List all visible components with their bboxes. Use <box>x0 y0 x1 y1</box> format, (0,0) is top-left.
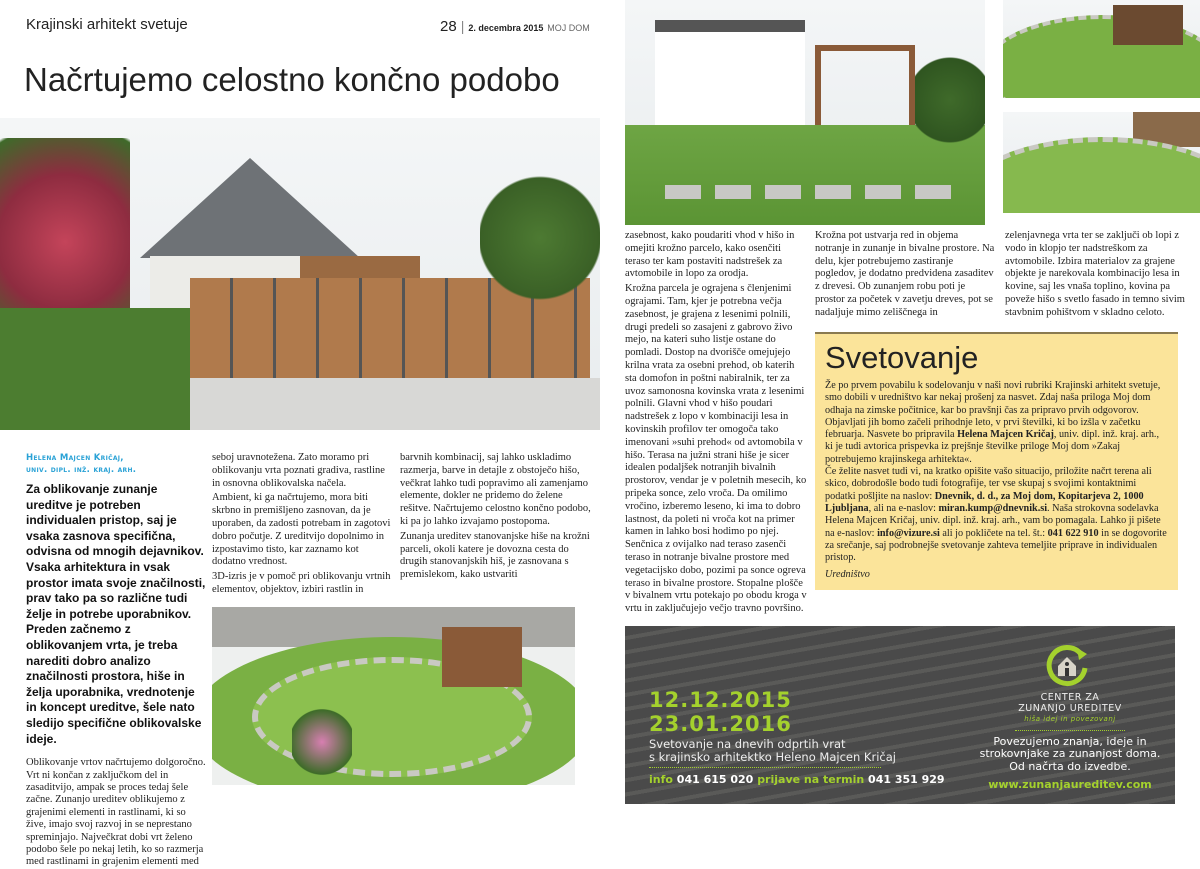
body-column-3 <box>400 452 592 599</box>
slogan-line-1: Povezujemo znanja, ideje in <box>993 734 1147 748</box>
signup-phone: 041 351 929 <box>868 772 945 786</box>
paragraph: 3D-izris je v pomoč pri oblikovanju vrtnih elementov, objektov, izbiri rastlin in <box>212 571 391 595</box>
event-line-1: Svetovanje na dnevih odprtih vrat <box>649 736 846 751</box>
advice-paragraph-2 <box>825 466 1168 564</box>
garden-circle-render-image <box>1003 0 1200 98</box>
body-column-5: Krožna pot ustvarja red in objema notranje in zunanje in bivalne prostore. Na delu, kjer potrebujemo zastiranje pogledov, je dodatno predvidena zasaditev z drevesi. Ob zunanjem robu poti je prostor za početek v zavetju dreves, pot se nadaljuje mimo zeliščnega in <box>815 230 995 318</box>
contact-line <box>649 773 945 786</box>
email-link[interactable]: info@vizure.si <box>877 527 940 539</box>
text: Če želite nasvet tudi vi, na kratko opišite vašo situacijo, priložite načrt terena ali skico, dobrodošle bodo tudi fotografije, ter vse skupaj s svojimi kontaktnimi podatki pošljite na naslov: <box>825 466 1152 502</box>
info-phone: 041 615 020 <box>676 772 754 786</box>
email-link[interactable]: miran.kump@dnevnik.si <box>938 502 1048 514</box>
garden-path-render-image <box>1003 112 1200 213</box>
paragraph: Zunanja ureditev stanovanjske hiše na krožni parceli, okoli katere je dovozna cesta do drugih stanovanjskih hiš, je zasnovana s premislekom, kako ustvariti <box>400 530 590 581</box>
section-kicker: Krajinski arhitekt svetuje <box>26 16 188 33</box>
text: , ali na e-naslov: <box>868 502 939 514</box>
issue-date: 2. decembra 2015 <box>468 23 544 33</box>
recycle-house-logo-icon <box>1045 644 1089 688</box>
author-title: univ. dipl. inž. kraj. arh. <box>26 465 137 475</box>
slogan-line-2: strokovnjake za zunanjost doma. <box>979 747 1161 761</box>
text: . Naša strokovna sodelavka Helena Majcen Kričaj, univ. dipl. inž. kraj. arh., vam bo pomagala. Lahko ji pišete na e-naslov: <box>825 502 1161 539</box>
divider <box>649 767 881 768</box>
magazine-name: MOJ DOM <box>547 23 590 33</box>
logo-line-1: CENTER ZA <box>1040 691 1100 703</box>
website-link[interactable]: www.zunanjaureditev.com <box>988 777 1152 791</box>
signup-label: prijave na termin <box>757 772 865 786</box>
folio <box>440 18 590 35</box>
phone-number: 041 622 910 <box>1047 527 1099 539</box>
text: Že po prvem povabilu k sodelovanju v naši novi rubriki Krajinski arhitekt svetuje, smo dobili v uredništvo kar nekaj prošenj za nasvet. Zdaj naša priloga Moj dom odhaja na zimske počitnice, kar bo pravšnji čas za pripravo prvih odgovorov. Objavljati jih bomo začeli prihodnje leto, v prvi številki, ki bo izšla v začetku februarja. Nasvete bo pripravila <box>825 380 1161 441</box>
paragraph: Krožna parcela je ograjena s členjenimi ograjami. Tam, kjer je potrebna večja zasebnost, je grajena z lesenimi polnili, drugi predeli so zasajeni z gabrovo živo mejo, na kateri suho listje ostane do pomladi. Dostop na dvorišče omejujejo krilna vrata za osebni prehod, ob katerih sta domofon in poštni nabiralnik, ter za uvoz samonosna kovinska vrata z lesenimi polnili. Glavni vhod v hišo poudari nadstrešek z lopo v kombinaciji lesa in kovinskih profilov ter omogoča tako imenovani »suhi prehod« od avtomobila v hišo. Terasa na južni strani hiše je sicer idealen podaljšek notranjih bivalnih prostorov, vendar je v poletnih mesecih, ko pripeka sonce, zelo vroča. Da omilimo vročino, izberemo leseno, ki ima to dobro lastnost, da poleti ni vroča kot na primer kamen in lahko bosi hodimo po njej. Senčnica z ovijalko nad teraso zasenči teraso in notranje bivalne prostore med vegetacijsko dobo, pozimi pa sonce ogreva teraso in bivalne prostore. Stopalne plošče v bivalnem vrtu potekajo po obodu kroga v vrtu in zaključujejo večjo travno površino. <box>625 283 807 615</box>
body-column-6: zelenjavnega vrta ter se zaključi ob lopi z vodo in klopjo ter nadstreškom za avtomobile. Izbira materialov za grajene objekte je narekovala kombinacijo lesa in kovine, saj les vnaša toplino, kovina pa poveže hišo s svetlo fasado in temno sivim stavbnim pohištvom v skladno celoto. <box>1005 230 1185 318</box>
body-column-1: Oblikovanje vrtov načrtujemo dolgoročno. Vrt ni končan z zaključkom del in zasaditvijo, ampak se proces tedaj šele začne. Zunanjo ureditev oblikujemo z grajenimi elementi in rastlinami, ki so žive, imajo svoj razvoj in se neprestano spreminjajo. Največkrat dobi vrt želeno podobo šele po nekaj letih, ko so razmerja med rastlinami in grajenim elementi med <box>26 757 206 868</box>
event-line-2: s krajinsko arhitektko Heleno Majcen Kričaj <box>649 749 896 764</box>
right-page-text-area <box>625 230 1192 804</box>
intro-column <box>26 452 206 869</box>
paragraph: zasebnost, kako poudariti vhod v hišo in omejiti krožno parcelo, kako osenčiti teraso ter kam postaviti nadstrešek za avtomobile in lopo za orodja. <box>625 230 795 280</box>
page-number: 28 <box>440 18 457 35</box>
middle-columns <box>212 452 592 785</box>
body-column-2 <box>212 452 394 599</box>
signature: Uredništvo <box>825 569 870 581</box>
divider <box>1015 730 1125 731</box>
text: , univ. dipl. inž. kraj. arh., ki je tudi avtorica prispevka iz prejšnje številke priloge Moj dom »Zakaj potrebujemo krajinskega arhitekta«. <box>825 429 1160 465</box>
text: ali jo pokličete na tel. št.: <box>939 527 1048 539</box>
advice-box <box>815 332 1178 590</box>
info-label: info <box>649 772 673 786</box>
paragraph: seboj uravnotežena. Zato moramo pri oblikovanju vrta poznati gradiva, rastline in osnovna oblikovalska načela. <box>212 452 385 489</box>
author-name: Helena Majcen Kričaj, <box>26 453 124 463</box>
folio-separator: | <box>460 18 465 34</box>
garden-render-image <box>212 607 575 785</box>
postal-address: Dnevnik, d. d., za Moj dom, Kopitarjeva 2, 1000 Ljubljana <box>825 490 1144 514</box>
paragraph: barvnih kombinacij, saj lahko uskladimo razmerja, barve in detajle z obstoječo hišo, večkrat lahko tudi popravimo ali zamenjamo elemente, dokler ne pridemo do želene rešitve. Načrtujemo celostno končno podobo, ki pa jo lahko izvajamo postopoma. <box>400 452 591 527</box>
logo-line-2: ZUNANJO UREDITEV <box>1018 702 1122 714</box>
logo-tagline: hiša idej in povezovanj <box>1024 714 1116 723</box>
body-column-4 <box>625 230 807 618</box>
article-title: Načrtujemo celostno končno podobo <box>24 61 560 98</box>
event-date-end: 23.01.2016 <box>649 711 792 736</box>
advisor-name: Helena Majcen Kričaj <box>957 429 1054 441</box>
house-terrace-render-image <box>625 0 985 225</box>
paragraph: Ambient, ki ga načrtujemo, mora biti skrbno in premišljeno zasnovan, da je uporaben, da zadosti potrebam in zagotovi dobro počutje. Z ureditvijo dopolnimo in izpostavimo tisto, kar zaznamo kot dodatno vrednost. <box>212 492 391 568</box>
advice-box-title: Svetovanje <box>825 340 979 375</box>
advice-paragraph-1 <box>825 380 1168 466</box>
event-date-start: 12.12.2015 <box>649 687 792 712</box>
slogan-line-3: Od načrta do izvedbe. <box>1009 759 1131 773</box>
article-lead: Za oblikovanje zunanje ureditve je potreben individualen pristop, saj je vsaka zasnova specifična, odvisna od mnogih dejavnikov. Vsaka arhitektura in vsak prostor imata svoje značilnosti, prav tako pa so različne tudi želje in potrebe uporabnikov. Preden začnemo z oblikovanjem vrta, je treba narediti dobro analizo značilnosti prostora, hiše in želja uporabnika, vrednotenje in koncept ureditve, šele nato sledijo specifične oblikovalske ideje. <box>26 482 206 746</box>
advertisement <box>625 626 1175 804</box>
left-page-text-area <box>26 452 592 869</box>
text: in se dogovorite za srečanje, saj podrobnejše svetovanje zahteva temeljite priprave in individualen pristop. <box>825 527 1167 564</box>
house-render-image <box>0 118 600 430</box>
author-byline <box>26 452 206 476</box>
